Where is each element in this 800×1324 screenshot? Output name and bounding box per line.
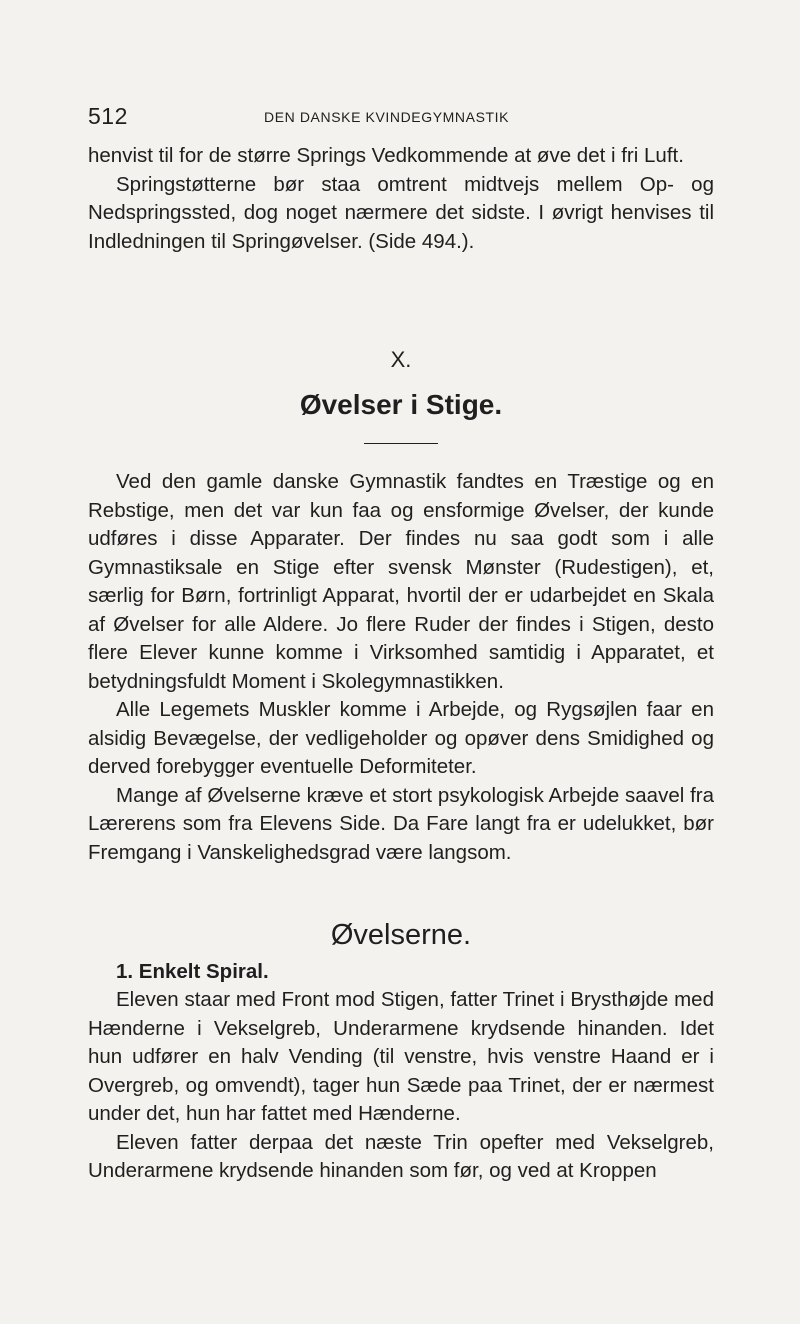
paragraph: Eleven fatter derpaa det næste Trin opefter med Vekselgreb, Underarmene krydsende hinanden som før, og ved at Kroppen <box>88 1130 714 1182</box>
section-divider <box>364 443 438 444</box>
subsection-title: Øvelserne. <box>330 919 472 951</box>
paragraph: Alle Legemets Muskler komme i Arbejde, og Rygsøjlen faar en alsidig Bevægelse, der vedligeholder og opøver dens Smidighed og derved forebygger eventuelle Deformiteter. <box>88 698 714 778</box>
page-number: 512 <box>88 103 128 129</box>
paragraph: Ved den gamle danske Gymnastik fandtes en Træstige og en Rebstige, men det var kun faa og ensformige Øvelser, der kunde udføres i disse Apparater. Der findes nu saa godt som i alle Gymnastiksale en Stige efter svensk Mønster (Rudestigen), et, særlig for Børn, fortrinligt Apparat, hvortil der er udarbejdet en Skala af Øvelser for alle Aldere. Jo flere Ruder der findes i Stigen, desto flere Elever kunne komme i Virksomhed samtidig i Apparatet, et betydningsfuldt Moment i Skolegymnastikken. <box>88 470 714 693</box>
page-header <box>88 103 728 133</box>
paragraph: Eleven staar med Front mod Stigen, fatter Trinet i Brysthøjde med Hænderne i Vekselgreb, Underarmene krydsende hinanden. Idet hun udfører en halv Vending (til venstre, hvis venstre Haand er i Overgreb, og omvendt), tager hun Sæde paa Trinet, der er nærmest under det, hun har fattet med Hænderne. <box>88 988 714 1125</box>
section-numeral: X. <box>390 347 412 372</box>
paragraph-continued: henvist til for de større Springs Vedkommende at øve det i fri Luft. <box>88 144 684 167</box>
running-head: DEN DANSKE KVINDEGYMNASTIK <box>264 109 510 125</box>
section-title: Øvelser i Stige. <box>299 388 503 420</box>
exercise-title: 1. Enkelt Spiral. <box>116 959 269 983</box>
paragraph: Mange af Øvelserne kræve et stort psykologisk Arbejde saavel fra Lærerens som fra Elevens Side. Da Fare langt fra er udelukket, bør Fremgang i Vanskelighedsgrad være langsom. <box>88 783 714 864</box>
page-body <box>88 142 714 1186</box>
paragraph: Springstøtterne bør staa omtrent midtvejs mellem Op- og Nedspringssted, dog noget nærmere det sidste. I øvrigt henvises til Indledningen til Springøvelser. (Side 494.). <box>88 172 714 253</box>
